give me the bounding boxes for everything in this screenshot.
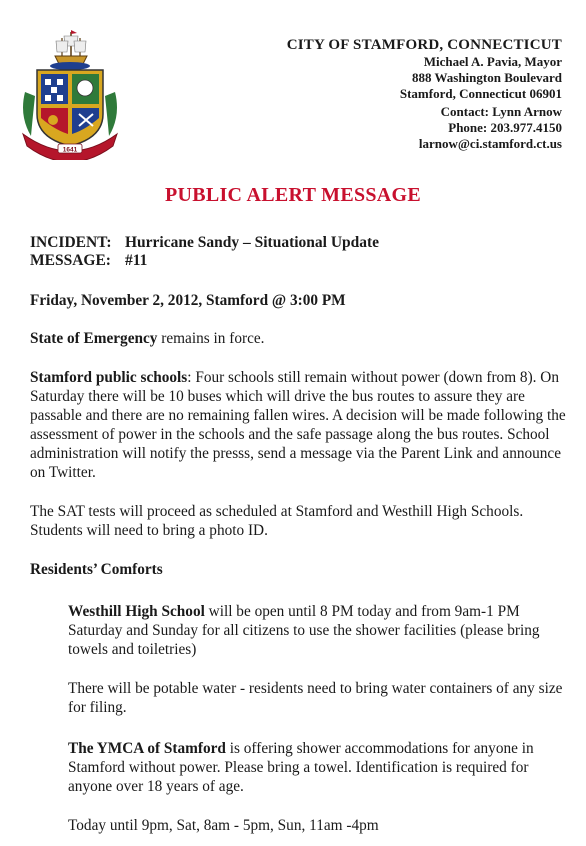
westhill-text: will be open until 8 PM today and from 9am-1 PM Saturday and Sunday for all citizens to use the shower facilities (please bring towels and toiletries) — [68, 603, 540, 658]
alert-body — [30, 234, 568, 835]
schools-bold: Stamford public schools — [30, 369, 188, 386]
water-paragraph: There will be potable water - residents need to bring water containers of any size for filing. — [68, 680, 563, 716]
incident-label: INCIDENT: — [30, 234, 112, 251]
westhill-bold: Westhill High School — [68, 603, 205, 620]
message-label: MESSAGE: — [30, 252, 111, 269]
incident-block — [30, 234, 568, 270]
mayor-line: Michael A. Pavia, Mayor — [423, 54, 562, 69]
residents-section — [68, 602, 568, 835]
sat-paragraph: The SAT tests will proceed as scheduled at Stamford and Westhill High Schools. Students will need to bring a photo ID. — [30, 503, 524, 539]
residents-heading: Residents’ Comforts — [30, 561, 163, 578]
ymca-paragraph — [68, 739, 568, 796]
dateline: Friday, November 2, 2012, Stamford @ 3:00 PM — [30, 292, 346, 309]
schools-text: : Four schools still remain without power (down from 8). On Saturday there will be 10 buses which will drive the bus routes to assure they are passable and there are no remaining fallen wires. A decision will be made following the assessment of power in the schools and the safe passage along the bus routes. School administration will notify the presss, send a message via the Parent Link and announce on Twitter. — [30, 369, 566, 481]
emergency-bold: State of Emergency — [30, 330, 158, 347]
ymca-bold: The YMCA of Stamford — [68, 740, 226, 757]
address-line-1: 888 Washington Boulevard — [411, 70, 562, 85]
city-name: CITY OF STAMFORD, CONNECTICUT — [286, 37, 562, 53]
page-title: PUBLIC ALERT MESSAGE — [164, 184, 422, 206]
emergency-paragraph — [30, 329, 568, 348]
address-line-2: Stamford, Connecticut 06901 — [399, 86, 562, 101]
westhill-paragraph — [68, 602, 568, 659]
seal-year-text: 1641 — [62, 146, 78, 154]
contact-email[interactable]: larnow@ci.stamford.ct.us — [418, 136, 562, 151]
schools-paragraph — [30, 368, 568, 482]
message-line — [30, 252, 568, 270]
incident-line — [30, 234, 568, 252]
contact-block — [419, 104, 562, 152]
seal-ship — [55, 30, 87, 64]
letterhead — [287, 36, 562, 102]
ymca-text: is offering shower accommodations for anyone in Stamford without power. Please bring a towel. Identification is required for anyone over 18 years of age. — [68, 740, 534, 795]
contact-phone: Phone: 203.977.4150 — [448, 120, 562, 135]
message-value: #11 — [125, 252, 148, 269]
incident-value: Hurricane Sandy – Situational Update — [125, 234, 380, 251]
city-seal-logo — [17, 26, 123, 160]
emergency-text: remains in force. — [157, 330, 265, 347]
contact-name: Contact: Lynn Arnow — [440, 104, 562, 119]
seal-shield — [37, 70, 103, 146]
hours-paragraph: Today until 9pm, Sat, 8am - 5pm, Sun, 11am -4pm — [68, 817, 379, 834]
